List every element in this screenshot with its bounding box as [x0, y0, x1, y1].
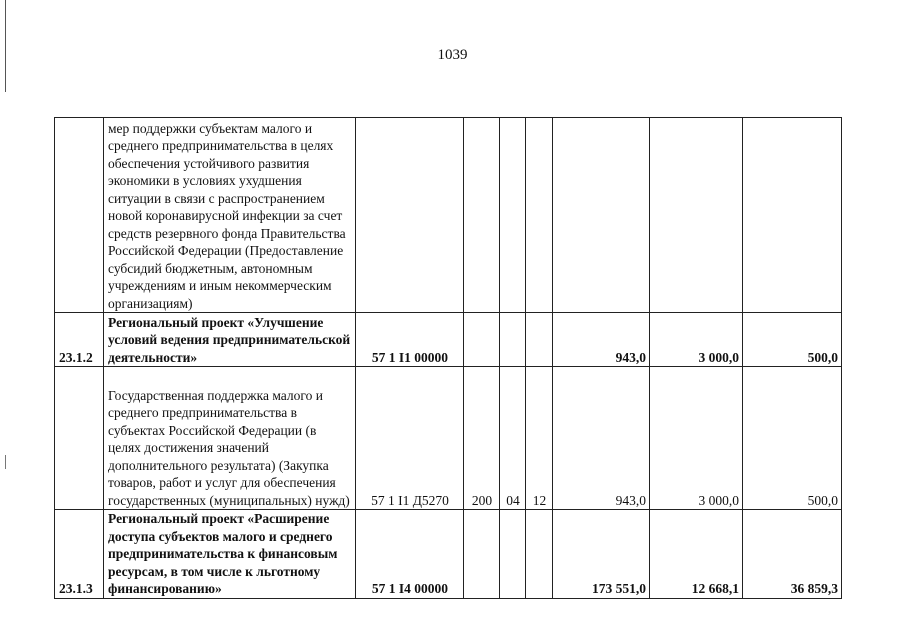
row-code: 23.1.2 [55, 313, 104, 367]
row-pr [526, 118, 553, 313]
row-value-2 [650, 118, 743, 313]
row-pr [526, 510, 553, 599]
row-value-1 [553, 118, 650, 313]
row-code: 23.1.3 [55, 510, 104, 599]
row-value-3: 500,0 [743, 313, 842, 367]
row-kvr [464, 118, 500, 313]
row-value-2: 12 668,1 [650, 510, 743, 599]
page-edge-line [5, 0, 6, 92]
row-name: Государственная поддержка малого и среднего предпринимательства в субъектах Российской Федерации (в целях достижения значений дополнительного результата) (Закупка товаров, работ и услуг для обеспечения государственных (муниципальных) нужд) [104, 367, 356, 510]
page-edge-mark [5, 455, 6, 469]
row-value-3: 36 859,3 [743, 510, 842, 599]
row-code [55, 367, 104, 510]
row-value-3: 500,0 [743, 367, 842, 510]
table-row [55, 510, 842, 599]
row-pr: 12 [526, 367, 553, 510]
table-row [55, 367, 842, 510]
row-value-2: 3 000,0 [650, 313, 743, 367]
row-kvr: 200 [464, 367, 500, 510]
row-name: мер поддержки субъектам малого и среднего предпринимательства в целях обеспечения устойчивого развития экономики в условиях ухудшения ситуации в связи с распространением новой коронавирусной инфекции за счет средств резервного фонда Правительства Российской Федерации (Предоставление субсидий бюджетным, автономным учреждениям и иным некоммерческим организациям) [104, 118, 356, 313]
row-kcsr: 57 1 I4 00000 [356, 510, 464, 599]
table-row [55, 313, 842, 367]
row-name: Региональный проект «Улучшение условий ведения предпринимательской деятельности» [104, 313, 356, 367]
row-rz [500, 313, 526, 367]
row-rz: 04 [500, 367, 526, 510]
row-name: Региональный проект «Расширение доступа субъектов малого и среднего предпринимательства к финансовым ресурсам, в том числе к льготному финансированию» [104, 510, 356, 599]
row-value-1: 943,0 [553, 313, 650, 367]
row-rz [500, 118, 526, 313]
row-kvr [464, 313, 500, 367]
budget-table [54, 117, 842, 599]
row-code [55, 118, 104, 313]
row-value-1: 173 551,0 [553, 510, 650, 599]
row-kcsr: 57 1 I1 Д5270 [356, 367, 464, 510]
page-number: 1039 [437, 47, 468, 63]
row-value-1: 943,0 [553, 367, 650, 510]
row-pr [526, 313, 553, 367]
row-rz [500, 510, 526, 599]
row-kvr [464, 510, 500, 599]
row-value-3 [743, 118, 842, 313]
row-kcsr [356, 118, 464, 313]
row-value-2: 3 000,0 [650, 367, 743, 510]
row-kcsr: 57 1 I1 00000 [356, 313, 464, 367]
table-row [55, 118, 842, 313]
